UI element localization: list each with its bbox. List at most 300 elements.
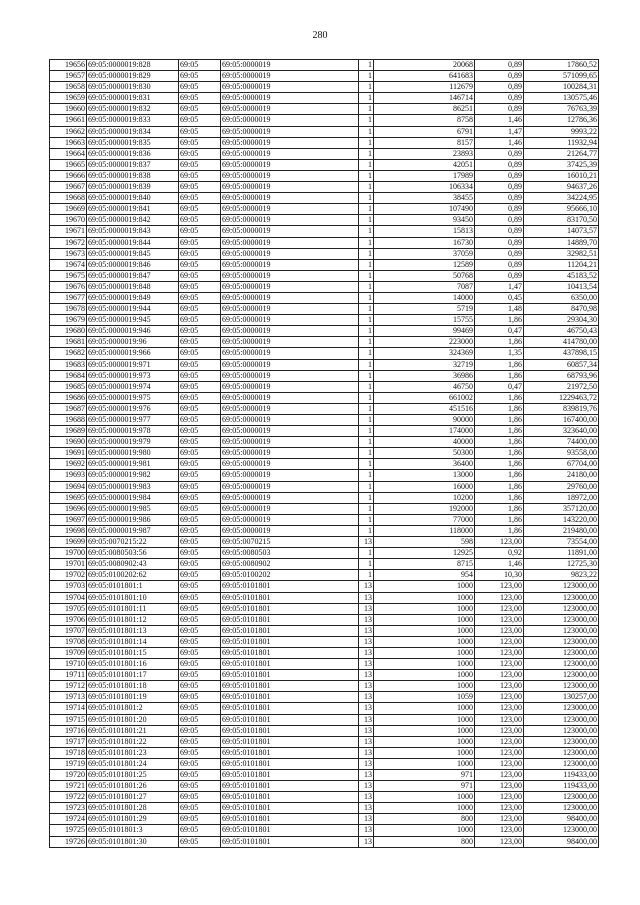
- specific-value-cell: 1,86: [475, 503, 524, 514]
- row-number-cell: 19688: [50, 415, 87, 426]
- group-code-cell: 13: [359, 770, 374, 781]
- group-code-cell: 1: [359, 403, 374, 414]
- group-code-cell: 13: [359, 581, 374, 592]
- district-code-cell: 69:05: [179, 681, 221, 692]
- cadastral-value-cell: 100284,31: [524, 82, 599, 93]
- row-number-cell: 19715: [50, 714, 87, 725]
- row-number-cell: 19705: [50, 603, 87, 614]
- group-code-cell: 13: [359, 614, 374, 625]
- row-number-cell: 19713: [50, 692, 87, 703]
- specific-value-cell: 0,89: [475, 170, 524, 181]
- area-cell: 6791: [374, 126, 475, 137]
- cadastral-value-cell: 1229463,72: [524, 392, 599, 403]
- cadastral-value-cell: 414780,00: [524, 337, 599, 348]
- quarter-number-cell: 69:05:0000019: [221, 159, 359, 170]
- cadastral-number-cell: 69:05:0000019:966: [87, 348, 179, 359]
- specific-value-cell: 1,46: [475, 137, 524, 148]
- cadastral-value-cell: 45183,52: [524, 270, 599, 281]
- quarter-number-cell: 69:05:0101801: [221, 703, 359, 714]
- cadastral-value-cell: 21972,50: [524, 381, 599, 392]
- district-code-cell: 69:05: [179, 359, 221, 370]
- area-cell: 86251: [374, 104, 475, 115]
- group-code-cell: 1: [359, 82, 374, 93]
- row-number-cell: 19693: [50, 470, 87, 481]
- district-code-cell: 69:05: [179, 82, 221, 93]
- table-row: [50, 770, 599, 781]
- specific-value-cell: 1,86: [475, 337, 524, 348]
- cadastral-number-cell: 69:05:0101801:10: [87, 592, 179, 603]
- cadastral-number-cell: 69:05:0000019:944: [87, 304, 179, 315]
- district-code-cell: 69:05: [179, 747, 221, 758]
- group-code-cell: 13: [359, 592, 374, 603]
- group-code-cell: 13: [359, 603, 374, 614]
- cadastral-value-table: [49, 59, 599, 848]
- district-code-cell: 69:05: [179, 71, 221, 82]
- quarter-number-cell: 69:05:0080503: [221, 548, 359, 559]
- cadastral-number-cell: 69:05:0101801:16: [87, 659, 179, 670]
- district-code-cell: 69:05: [179, 215, 221, 226]
- cadastral-number-cell: 69:05:0101801:20: [87, 714, 179, 725]
- cadastral-number-cell: 69:05:0000019:845: [87, 248, 179, 259]
- row-number-cell: 19676: [50, 281, 87, 292]
- area-cell: 223000: [374, 337, 475, 348]
- cadastral-value-cell: 123000,00: [524, 725, 599, 736]
- group-code-cell: 1: [359, 182, 374, 193]
- specific-value-cell: 1,86: [475, 370, 524, 381]
- district-code-cell: 69:05: [179, 237, 221, 248]
- district-code-cell: 69:05: [179, 137, 221, 148]
- cadastral-value-cell: 24180,00: [524, 470, 599, 481]
- group-code-cell: 1: [359, 337, 374, 348]
- district-code-cell: 69:05: [179, 636, 221, 647]
- area-cell: 1000: [374, 647, 475, 658]
- specific-value-cell: 1,86: [475, 392, 524, 403]
- area-cell: 12925: [374, 548, 475, 559]
- specific-value-cell: 0,89: [475, 104, 524, 115]
- cadastral-number-cell: 69:05:0000019:986: [87, 514, 179, 525]
- group-code-cell: 13: [359, 725, 374, 736]
- cadastral-value-cell: 167400,00: [524, 415, 599, 426]
- group-code-cell: 13: [359, 825, 374, 836]
- cadastral-value-cell: 93558,00: [524, 448, 599, 459]
- group-code-cell: 1: [359, 115, 374, 126]
- district-code-cell: 69:05: [179, 193, 221, 204]
- row-number-cell: 19716: [50, 725, 87, 736]
- specific-value-cell: 1,47: [475, 281, 524, 292]
- area-cell: 15755: [374, 315, 475, 326]
- district-code-cell: 69:05: [179, 503, 221, 514]
- district-code-cell: 69:05: [179, 448, 221, 459]
- cadastral-value-cell: 34224,95: [524, 193, 599, 204]
- group-code-cell: 13: [359, 781, 374, 792]
- group-code-cell: 13: [359, 647, 374, 658]
- specific-value-cell: 0,89: [475, 226, 524, 237]
- cadastral-value-cell: 68793,96: [524, 370, 599, 381]
- cadastral-value-cell: 83170,50: [524, 215, 599, 226]
- row-number-cell: 19659: [50, 93, 87, 104]
- table-row: [50, 548, 599, 559]
- group-code-cell: 13: [359, 747, 374, 758]
- cadastral-value-cell: 95666,10: [524, 204, 599, 215]
- area-cell: 1000: [374, 581, 475, 592]
- area-cell: 971: [374, 781, 475, 792]
- quarter-number-cell: 69:05:0000019: [221, 71, 359, 82]
- specific-value-cell: 0,89: [475, 71, 524, 82]
- district-code-cell: 69:05: [179, 93, 221, 104]
- district-code-cell: 69:05: [179, 270, 221, 281]
- table-row: [50, 781, 599, 792]
- quarter-number-cell: 69:05:0101801: [221, 714, 359, 725]
- quarter-number-cell: 69:05:0101801: [221, 647, 359, 658]
- cadastral-number-cell: 69:05:0000019:828: [87, 60, 179, 71]
- group-code-cell: 1: [359, 370, 374, 381]
- area-cell: 36986: [374, 370, 475, 381]
- district-code-cell: 69:05: [179, 614, 221, 625]
- group-code-cell: 13: [359, 703, 374, 714]
- table-row: [50, 470, 599, 481]
- specific-value-cell: 1,86: [475, 448, 524, 459]
- district-code-cell: 69:05: [179, 603, 221, 614]
- district-code-cell: 69:05: [179, 60, 221, 71]
- cadastral-number-cell: 69:05:0000019:974: [87, 381, 179, 392]
- table-row: [50, 681, 599, 692]
- district-code-cell: 69:05: [179, 304, 221, 315]
- group-code-cell: 1: [359, 71, 374, 82]
- cadastral-number-cell: 69:05:0070215:22: [87, 537, 179, 548]
- group-code-cell: 1: [359, 215, 374, 226]
- row-number-cell: 19678: [50, 304, 87, 315]
- district-code-cell: 69:05: [179, 281, 221, 292]
- cadastral-number-cell: 69:05:0101801:27: [87, 792, 179, 803]
- table-row: [50, 437, 599, 448]
- quarter-number-cell: 69:05:0000019: [221, 315, 359, 326]
- group-code-cell: 1: [359, 470, 374, 481]
- district-code-cell: 69:05: [179, 126, 221, 137]
- quarter-number-cell: 69:05:0000019: [221, 193, 359, 204]
- group-code-cell: 1: [359, 548, 374, 559]
- row-number-cell: 19720: [50, 770, 87, 781]
- area-cell: 174000: [374, 426, 475, 437]
- quarter-number-cell: 69:05:0080902: [221, 559, 359, 570]
- cadastral-value-cell: 123000,00: [524, 703, 599, 714]
- quarter-number-cell: 69:05:0000019: [221, 281, 359, 292]
- group-code-cell: 1: [359, 148, 374, 159]
- district-code-cell: 69:05: [179, 182, 221, 193]
- cadastral-number-cell: 69:05:0101801:15: [87, 647, 179, 658]
- table-body: [50, 60, 599, 848]
- quarter-number-cell: 69:05:0101801: [221, 681, 359, 692]
- area-cell: 106334: [374, 182, 475, 193]
- cadastral-number-cell: 69:05:0000019:849: [87, 292, 179, 303]
- cadastral-number-cell: 69:05:0000019:946: [87, 326, 179, 337]
- specific-value-cell: 0,89: [475, 270, 524, 281]
- table-row: [50, 825, 599, 836]
- group-code-cell: 1: [359, 237, 374, 248]
- area-cell: 50300: [374, 448, 475, 459]
- area-cell: 7087: [374, 281, 475, 292]
- quarter-number-cell: 69:05:0101801: [221, 781, 359, 792]
- cadastral-value-cell: 12786,36: [524, 115, 599, 126]
- area-cell: 1000: [374, 625, 475, 636]
- specific-value-cell: 10,30: [475, 570, 524, 581]
- district-code-cell: 69:05: [179, 226, 221, 237]
- cadastral-value-cell: 10413,54: [524, 281, 599, 292]
- group-code-cell: 1: [359, 292, 374, 303]
- group-code-cell: 13: [359, 537, 374, 548]
- area-cell: 1000: [374, 725, 475, 736]
- cadastral-number-cell: 69:05:0000019:835: [87, 137, 179, 148]
- district-code-cell: 69:05: [179, 115, 221, 126]
- group-code-cell: 1: [359, 392, 374, 403]
- specific-value-cell: 0,92: [475, 548, 524, 559]
- cadastral-number-cell: 69:05:0080503:56: [87, 548, 179, 559]
- cadastral-value-cell: 11204,21: [524, 259, 599, 270]
- area-cell: 10200: [374, 492, 475, 503]
- cadastral-value-cell: 76763,39: [524, 104, 599, 115]
- table-row: [50, 337, 599, 348]
- group-code-cell: 1: [359, 304, 374, 315]
- specific-value-cell: 123,00: [475, 803, 524, 814]
- row-number-cell: 19711: [50, 670, 87, 681]
- specific-value-cell: 1,48: [475, 304, 524, 315]
- district-code-cell: 69:05: [179, 104, 221, 115]
- specific-value-cell: 123,00: [475, 636, 524, 647]
- group-code-cell: 1: [359, 204, 374, 215]
- area-cell: 40000: [374, 437, 475, 448]
- area-cell: 16730: [374, 237, 475, 248]
- quarter-number-cell: 69:05:0000019: [221, 182, 359, 193]
- quarter-number-cell: 69:05:0100202: [221, 570, 359, 581]
- cadastral-value-cell: 123000,00: [524, 747, 599, 758]
- row-number-cell: 19661: [50, 115, 87, 126]
- cadastral-value-cell: 74400,00: [524, 437, 599, 448]
- district-code-cell: 69:05: [179, 736, 221, 747]
- specific-value-cell: 1,47: [475, 126, 524, 137]
- quarter-number-cell: 69:05:0000019: [221, 459, 359, 470]
- row-number-cell: 19663: [50, 137, 87, 148]
- area-cell: 107490: [374, 204, 475, 215]
- cadastral-value-cell: 123000,00: [524, 614, 599, 625]
- table-row: [50, 148, 599, 159]
- table-row: [50, 492, 599, 503]
- cadastral-number-cell: 69:05:0101801:22: [87, 736, 179, 747]
- district-code-cell: 69:05: [179, 758, 221, 769]
- quarter-number-cell: 69:05:0101801: [221, 814, 359, 825]
- district-code-cell: 69:05: [179, 204, 221, 215]
- group-code-cell: 1: [359, 459, 374, 470]
- cadastral-number-cell: 69:05:0000019:844: [87, 237, 179, 248]
- district-code-cell: 69:05: [179, 459, 221, 470]
- specific-value-cell: 123,00: [475, 581, 524, 592]
- row-number-cell: 19683: [50, 359, 87, 370]
- cadastral-number-cell: 69:05:0000019:837: [87, 159, 179, 170]
- group-code-cell: 1: [359, 259, 374, 270]
- cadastral-value-cell: 219480,00: [524, 525, 599, 536]
- quarter-number-cell: 69:05:0000019: [221, 226, 359, 237]
- quarter-number-cell: 69:05:0000019: [221, 270, 359, 281]
- cadastral-number-cell: 69:05:0000019:973: [87, 370, 179, 381]
- row-number-cell: 19726: [50, 836, 87, 847]
- district-code-cell: 69:05: [179, 670, 221, 681]
- area-cell: 192000: [374, 503, 475, 514]
- cadastral-value-cell: 130257,00: [524, 692, 599, 703]
- specific-value-cell: 123,00: [475, 814, 524, 825]
- row-number-cell: 19685: [50, 381, 87, 392]
- cadastral-number-cell: 69:05:0101801:1: [87, 581, 179, 592]
- specific-value-cell: 1,35: [475, 348, 524, 359]
- quarter-number-cell: 69:05:0000019: [221, 525, 359, 536]
- district-code-cell: 69:05: [179, 403, 221, 414]
- district-code-cell: 69:05: [179, 803, 221, 814]
- quarter-number-cell: 69:05:0000019: [221, 481, 359, 492]
- quarter-number-cell: 69:05:0000019: [221, 304, 359, 315]
- cadastral-number-cell: 69:05:0000019:976: [87, 403, 179, 414]
- row-number-cell: 19665: [50, 159, 87, 170]
- group-code-cell: 1: [359, 525, 374, 536]
- row-number-cell: 19656: [50, 60, 87, 71]
- row-number-cell: 19684: [50, 370, 87, 381]
- specific-value-cell: 1,86: [475, 514, 524, 525]
- specific-value-cell: 0,45: [475, 292, 524, 303]
- district-code-cell: 69:05: [179, 792, 221, 803]
- specific-value-cell: 0,89: [475, 93, 524, 104]
- row-number-cell: 19708: [50, 636, 87, 647]
- specific-value-cell: 123,00: [475, 625, 524, 636]
- row-number-cell: 19662: [50, 126, 87, 137]
- specific-value-cell: 0,47: [475, 326, 524, 337]
- area-cell: 146714: [374, 93, 475, 104]
- table-row: [50, 115, 599, 126]
- cadastral-number-cell: 69:05:0101801:19: [87, 692, 179, 703]
- cadastral-value-cell: 123000,00: [524, 803, 599, 814]
- group-code-cell: 13: [359, 670, 374, 681]
- specific-value-cell: 123,00: [475, 714, 524, 725]
- cadastral-number-cell: 69:05:0101801:30: [87, 836, 179, 847]
- table-row: [50, 525, 599, 536]
- table-row: [50, 703, 599, 714]
- area-cell: 324369: [374, 348, 475, 359]
- cadastral-value-cell: 123000,00: [524, 581, 599, 592]
- group-code-cell: 1: [359, 381, 374, 392]
- cadastral-number-cell: 69:05:0000019:839: [87, 182, 179, 193]
- cadastral-number-cell: 69:05:0000019:984: [87, 492, 179, 503]
- district-code-cell: 69:05: [179, 370, 221, 381]
- area-cell: 12589: [374, 259, 475, 270]
- cadastral-value-cell: 123000,00: [524, 603, 599, 614]
- table-row: [50, 692, 599, 703]
- district-code-cell: 69:05: [179, 525, 221, 536]
- district-code-cell: 69:05: [179, 426, 221, 437]
- district-code-cell: 69:05: [179, 492, 221, 503]
- specific-value-cell: 1,46: [475, 115, 524, 126]
- specific-value-cell: 0,89: [475, 82, 524, 93]
- row-number-cell: 19680: [50, 326, 87, 337]
- area-cell: 1000: [374, 614, 475, 625]
- group-code-cell: 1: [359, 193, 374, 204]
- area-cell: 1000: [374, 825, 475, 836]
- row-number-cell: 19687: [50, 403, 87, 414]
- specific-value-cell: 1,86: [475, 525, 524, 536]
- cadastral-number-cell: 69:05:0101801:23: [87, 747, 179, 758]
- cadastral-value-cell: 571099,65: [524, 71, 599, 82]
- quarter-number-cell: 69:05:0101801: [221, 614, 359, 625]
- area-cell: 50768: [374, 270, 475, 281]
- specific-value-cell: 1,86: [475, 403, 524, 414]
- district-code-cell: 69:05: [179, 337, 221, 348]
- area-cell: 1000: [374, 659, 475, 670]
- table-row: [50, 292, 599, 303]
- area-cell: 23893: [374, 148, 475, 159]
- specific-value-cell: 0,89: [475, 237, 524, 248]
- group-code-cell: 1: [359, 426, 374, 437]
- row-number-cell: 19702: [50, 570, 87, 581]
- group-code-cell: 13: [359, 814, 374, 825]
- quarter-number-cell: 69:05:0000019: [221, 470, 359, 481]
- quarter-number-cell: 69:05:0101801: [221, 825, 359, 836]
- quarter-number-cell: 69:05:0101801: [221, 670, 359, 681]
- table-row: [50, 803, 599, 814]
- specific-value-cell: 0,89: [475, 148, 524, 159]
- cadastral-value-cell: 29304,30: [524, 315, 599, 326]
- row-number-cell: 19710: [50, 659, 87, 670]
- table-row: [50, 270, 599, 281]
- district-code-cell: 69:05: [179, 170, 221, 181]
- row-number-cell: 19709: [50, 647, 87, 658]
- specific-value-cell: 123,00: [475, 736, 524, 747]
- cadastral-number-cell: 69:05:0101801:13: [87, 625, 179, 636]
- quarter-number-cell: 69:05:0000019: [221, 415, 359, 426]
- area-cell: 1000: [374, 636, 475, 647]
- row-number-cell: 19721: [50, 781, 87, 792]
- district-code-cell: 69:05: [179, 537, 221, 548]
- specific-value-cell: 123,00: [475, 647, 524, 658]
- table-row: [50, 182, 599, 193]
- specific-value-cell: 123,00: [475, 781, 524, 792]
- group-code-cell: 1: [359, 170, 374, 181]
- quarter-number-cell: 69:05:0000019: [221, 359, 359, 370]
- row-number-cell: 19689: [50, 426, 87, 437]
- area-cell: 1000: [374, 592, 475, 603]
- group-code-cell: 1: [359, 570, 374, 581]
- cadastral-value-cell: 37425,39: [524, 159, 599, 170]
- quarter-number-cell: 69:05:0101801: [221, 636, 359, 647]
- district-code-cell: 69:05: [179, 703, 221, 714]
- cadastral-value-cell: 437898,15: [524, 348, 599, 359]
- cadastral-value-cell: 130575,46: [524, 93, 599, 104]
- specific-value-cell: 1,86: [475, 315, 524, 326]
- cadastral-value-cell: 98400,00: [524, 814, 599, 825]
- table-row: [50, 836, 599, 847]
- area-cell: 13000: [374, 470, 475, 481]
- row-number-cell: 19714: [50, 703, 87, 714]
- quarter-number-cell: 69:05:0000019: [221, 82, 359, 93]
- cadastral-number-cell: 69:05:0101801:24: [87, 758, 179, 769]
- table-row: [50, 736, 599, 747]
- group-code-cell: 1: [359, 514, 374, 525]
- cadastral-number-cell: 69:05:0101801:18: [87, 681, 179, 692]
- row-number-cell: 19712: [50, 681, 87, 692]
- district-code-cell: 69:05: [179, 326, 221, 337]
- row-number-cell: 19707: [50, 625, 87, 636]
- cadastral-value-cell: 123000,00: [524, 636, 599, 647]
- quarter-number-cell: 69:05:0000019: [221, 60, 359, 71]
- cadastral-number-cell: 69:05:0000019:829: [87, 71, 179, 82]
- quarter-number-cell: 69:05:0000019: [221, 259, 359, 270]
- table-row: [50, 304, 599, 315]
- row-number-cell: 19671: [50, 226, 87, 237]
- cadastral-number-cell: 69:05:0101801:12: [87, 614, 179, 625]
- table-row: [50, 459, 599, 470]
